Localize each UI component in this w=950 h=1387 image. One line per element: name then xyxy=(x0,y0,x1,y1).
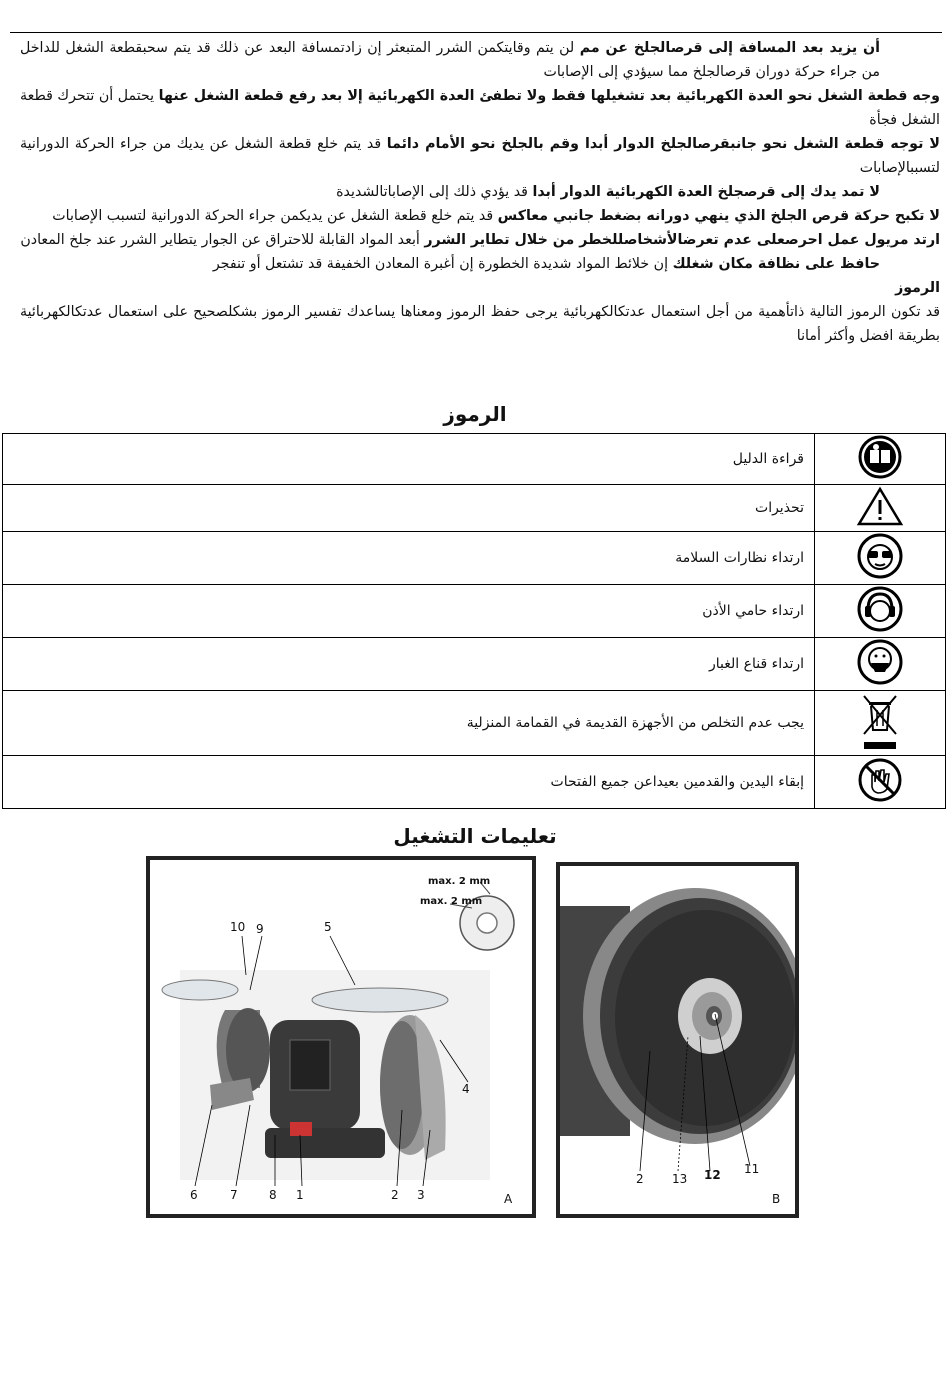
symbol-row xyxy=(3,485,946,532)
callout-5: 5 xyxy=(324,920,332,934)
safety-glasses-icon xyxy=(856,533,904,579)
figure-a-letter: A xyxy=(504,1192,513,1206)
figure-b-wheel-closeup xyxy=(556,862,799,1218)
callout-2: 2 xyxy=(391,1188,399,1202)
top-rule xyxy=(10,32,942,33)
ear-protection-icon xyxy=(856,586,904,632)
warning-6: ارتد مريول عمل احرصعلى عدم تعرضالأشخاصللخطر من خلال تطاير الشرر أبعد المواد القابلة للاحتراق عن الجوار يتطاير الشرر عند جلخ المعادن xyxy=(20,232,940,248)
callout-9: 9 xyxy=(256,922,264,936)
callout-b-11: 11 xyxy=(744,1162,760,1176)
symbol-label: إبقاء اليدين والقدمين بعيداعن جميع الفتحات xyxy=(3,756,815,809)
symbol-label: ارتداء قناع الغبار xyxy=(3,638,815,691)
warning-2: وجه قطعة الشغل نحو العدة الكهربائية بعد تشغيلها فقط ولا تطفئ العدة الكهربائية إلا بعد رفع قطعة الشغل عنها يحتمل أن تتحرك قطعة الشغل فجأة xyxy=(20,88,940,128)
no-hands-icon xyxy=(856,757,904,803)
warning-7: حافظ على نظافة مكان شغلك إن خلائط المواد شديدة الخطورة إن أغبرة المعادن الخفيفة قد تشتعل أو تنفجر xyxy=(212,256,880,272)
symbol-row xyxy=(3,691,946,756)
symbols-intro: قد تكون الرموز التالية ذاتأهمية من أجل استعمال عدتكالكهربائية يرجى حفظ الرموز ومعناها يساعدك تفسير الرموز بشكلصحيح على استعمال عدتكالكهربائية بطريقة افضل وأكثر أمانا xyxy=(20,304,940,344)
symbols-table xyxy=(2,433,946,809)
symbol-row xyxy=(3,532,946,585)
read-manual-icon xyxy=(856,435,904,479)
grinder-illustration xyxy=(150,860,532,1214)
callout-b-2: 2 xyxy=(636,1172,644,1186)
safety-text xyxy=(20,36,940,348)
inset-label-max-top: max. 2 mm xyxy=(428,876,491,887)
callout-b-12: 12 xyxy=(704,1168,721,1182)
operation-title: تعليمات التشغيل xyxy=(393,824,557,848)
symbol-row xyxy=(3,756,946,809)
wheel-illustration xyxy=(560,866,795,1214)
figure-a-bench-grinder xyxy=(146,856,536,1218)
warning-3: لا توجه قطعة الشغل نحو جانبقرصالجلخ الدوار أبدا وقم بالجلخ نحو الأمام دائما قد يتم خلع قطعة الشغل عن يديك من جراء الحركة الدورانية لتسببالإصابات xyxy=(20,136,940,176)
callout-6: 6 xyxy=(190,1188,198,1202)
callout-3: 3 xyxy=(417,1188,425,1202)
crossed-bin-icon xyxy=(856,692,904,750)
symbol-label: يجب عدم التخلص من الأجهزة القديمة في القمامة المنزلية xyxy=(3,691,815,756)
warning-1: أن يزيد بعد المسافة إلى قرصالجلخ عن مم لن يتم وقايتكمن الشرر المتبعثر إن زادتمسافة البعد عن ذلك قد يتم سحبقطعة الشغل للداخل من جراء حركة دوران قرصالجلخ مما سيؤدي إلى الإصابات xyxy=(20,40,880,80)
symbols-title: الرموز xyxy=(443,402,507,426)
callout-4: 4 xyxy=(462,1082,470,1096)
symbol-label: قراءة الدليل xyxy=(3,434,815,485)
warning-4: لا تمد يدك إلى قرصجلخ العدة الكهربائية الدوار أبدا قد يؤدي ذلك إلى الإصاباتالشديدة xyxy=(336,184,880,200)
symbols-subheading: الرموز xyxy=(895,280,940,296)
symbol-label: تحذيرات xyxy=(3,485,815,532)
symbol-row xyxy=(3,434,946,485)
symbol-row xyxy=(3,638,946,691)
figure-b-letter: B xyxy=(772,1192,781,1206)
symbol-label: ارتداء حامي الأذن xyxy=(3,585,815,638)
dust-mask-icon xyxy=(856,639,904,685)
callout-10: 10 xyxy=(230,920,246,934)
callout-b-13: 13 xyxy=(672,1172,688,1186)
symbol-row xyxy=(3,585,946,638)
callout-7: 7 xyxy=(230,1188,238,1202)
inset-label-max-side: max. 2 mm xyxy=(420,896,483,907)
callout-8: 8 xyxy=(269,1188,277,1202)
callout-1: 1 xyxy=(296,1188,304,1202)
warning-triangle-icon xyxy=(856,486,904,526)
warning-5: لا تكبح حركة قرص الجلخ الذي ينهي دورانه بضغط جانبي معاكس قد يتم خلع قطعة الشغل عن يديكمن جراء الحركة الدورانية لتسبب الإصابات xyxy=(52,208,940,224)
symbol-label: ارتداء نظارات السلامة xyxy=(3,532,815,585)
